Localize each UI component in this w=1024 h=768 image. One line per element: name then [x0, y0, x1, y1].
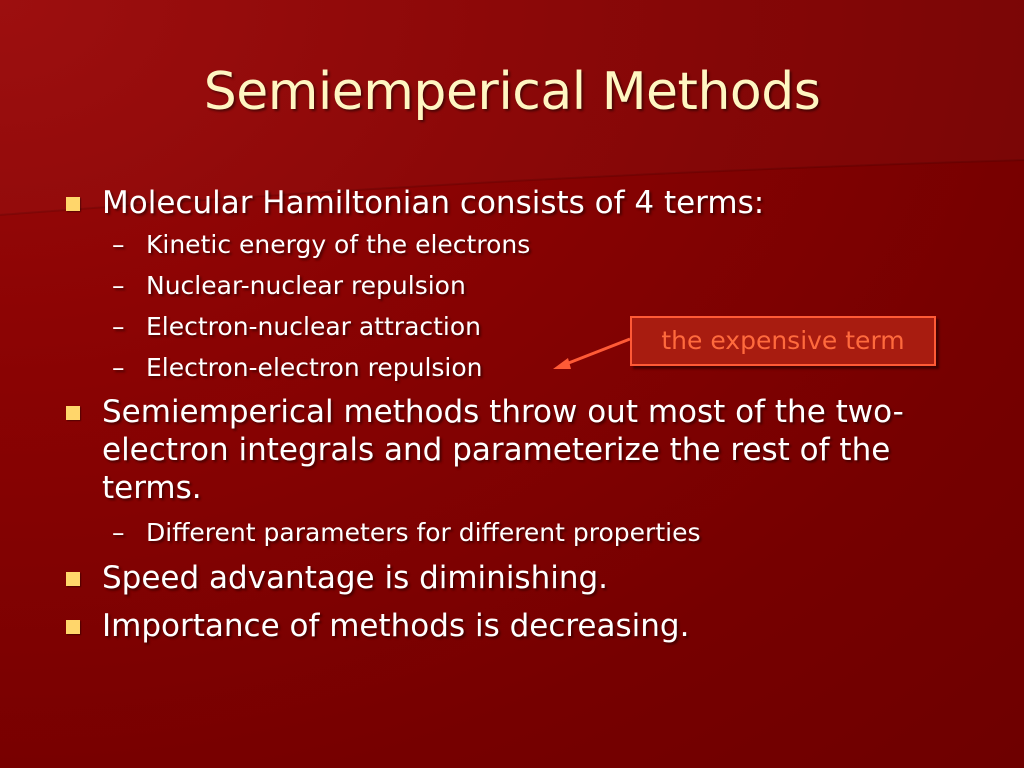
subitem-different-parameters: Different parameters for different properties — [146, 518, 701, 547]
subitem-nuclear-nuclear: Nuclear-nuclear repulsion — [146, 271, 466, 300]
subitem-electron-electron: Electron-electron repulsion — [146, 353, 483, 382]
dash-icon: – — [112, 312, 125, 341]
bullet-square-icon — [66, 572, 80, 586]
slide-title: Semiemperical Methods — [203, 62, 821, 122]
subitem-kinetic-energy: Kinetic energy of the electrons — [146, 230, 531, 259]
bullet-2-text: Semiemperical methods throw out most of the two-electron integrals and parameterize the rest of the terms. — [102, 394, 904, 506]
bullet-1-text: Molecular Hamiltonian consists of 4 terms: — [102, 185, 765, 221]
dash-icon: – — [112, 271, 125, 300]
dash-icon: – — [112, 518, 125, 547]
bullet-3-text: Speed advantage is diminishing. — [102, 560, 609, 596]
dash-icon: – — [112, 230, 125, 259]
bullet-4-text: Importance of methods is decreasing. — [102, 608, 690, 644]
subitem-electron-nuclear: Electron-nuclear attraction — [146, 312, 482, 341]
dash-icon: – — [112, 353, 125, 382]
bullet-square-icon — [66, 406, 80, 420]
bullet-square-icon — [66, 620, 80, 634]
bullet-square-icon — [66, 197, 80, 211]
expensive-term-callout: the expensive term — [630, 316, 936, 366]
